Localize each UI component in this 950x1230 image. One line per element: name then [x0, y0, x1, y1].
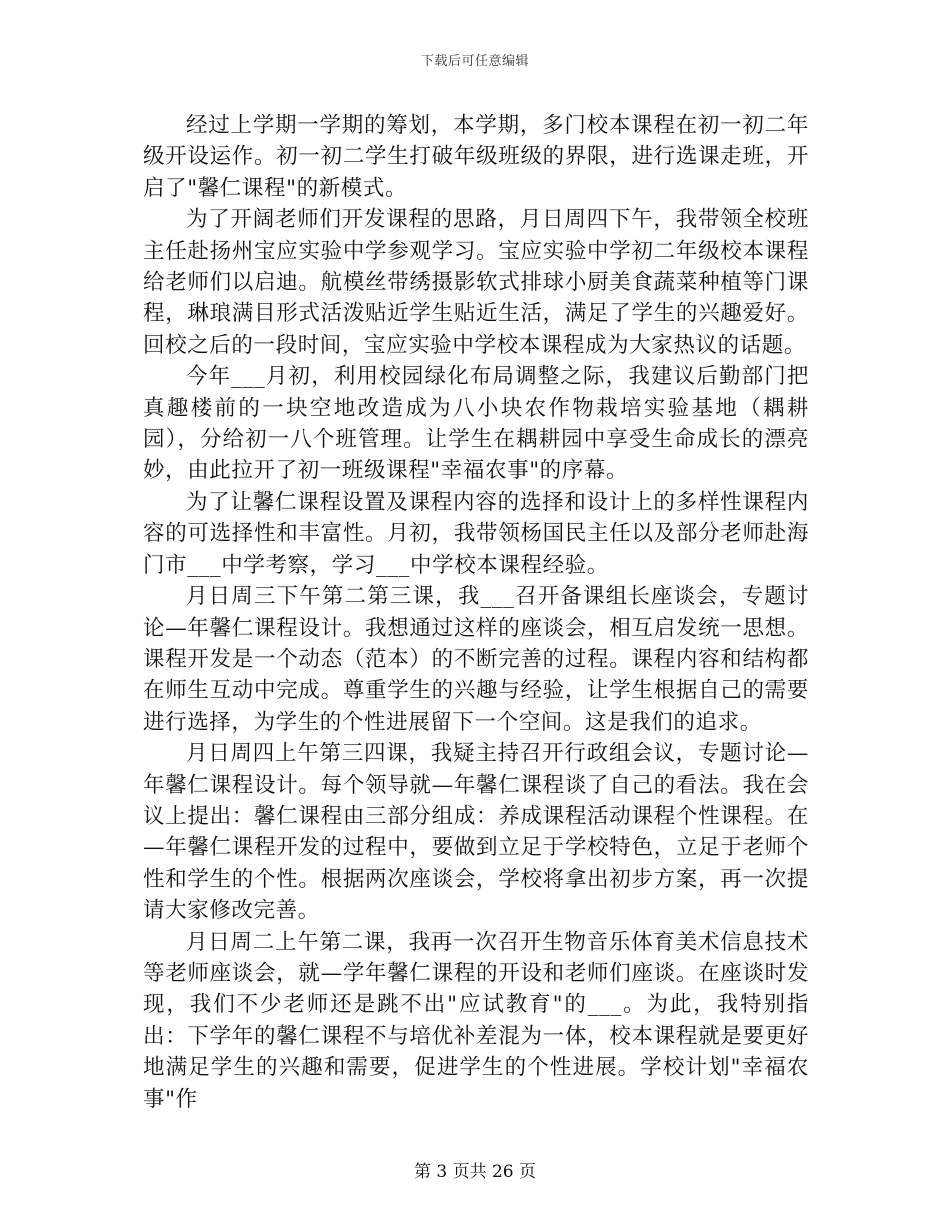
- paragraph-7: 月日周二上午第二课，我再一次召开生物音乐体育美术信息技术等老师座谈会，就—学年馨仁课程的开设和老师们座谈。在座谈时发现，我们不少老师还是跳不出"应试教育"的___。为此，我特别指出：下学年的馨仁课程不与培优补差混为一体，校本课程就是要更好地满足学生的兴趣和需要，促进学生的个性进展。学校计划"幸福农事"作: [143, 929, 809, 1112]
- paragraph-4: 为了让馨仁课程设置及课程内容的选择和设计上的多样性课程内容的可选择性和丰富性。月初，我带领杨国民主任以及部分老师赴海门市___中学考察，学习___中学校本课程经验。: [143, 489, 809, 578]
- paragraph-6: 月日周四上午第三四课，我疑主持召开行政组会议，专题讨论—年馨仁课程设计。每个领导就—年馨仁课程谈了自己的看法。我在会议上提出：馨仁课程由三部分组成：养成课程活动课程个性课程。在—年馨仁课程开发的过程中，要做到立足于学校特色，立足于老师个性和学生的个性。根据两次座谈会，学校将拿出初步方案，再一次提请大家修改完善。: [143, 741, 809, 924]
- paragraph-5: 月日周三下午第二第三课，我___召开备课组长座谈会，专题讨论—年馨仁课程设计。我想通过这样的座谈会，相互启发统一思想。课程开发是一个动态（范本）的不断完善的过程。课程内容和结构都在师生互动中完成。尊重学生的兴趣与经验，让学生根据自己的需要进行选择，为学生的个性进展留下一个空间。这是我们的追求。: [143, 584, 809, 735]
- page-number-footer: 第 3 页共 26 页: [413, 1162, 537, 1182]
- page-header-note: 下载后可任意编辑: [420, 54, 529, 69]
- paragraph-3: 今年___月初，利用校园绿化布局调整之际，我建议后勤部门把真趣楼前的一块空地改造成为八小块农作物栽培实验基地（耦耕园），分给初一八个班管理。让学生在耦耕园中享受生命成长的漂亮妙，由此拉开了初一班级课程"幸福农事"的序幕。: [143, 364, 809, 484]
- paragraph-2: 为了开阔老师们开发课程的思路，月日周四下午，我带领全校班主任赴扬州宝应实验中学参观学习。宝应实验中学初二年级校本课程给老师们以启迪。航模丝带绣摄影软式排球小厨美食蔬菜种植等门课程，琳琅满目形式活泼贴近学生贴近生活，满足了学生的兴趣爱好。回校之后的一段时间，宝应实验中学校本课程成为大家热议的话题。: [143, 207, 809, 358]
- paragraph-1: 经过上学期一学期的筹划，本学期，多门校本课程在初一初二年级开设运作。初一初二学生打破年级班级的界限，进行选课走班，开启了"馨仁课程"的新模式。: [143, 113, 809, 201]
- document-body: [143, 110, 809, 1115]
